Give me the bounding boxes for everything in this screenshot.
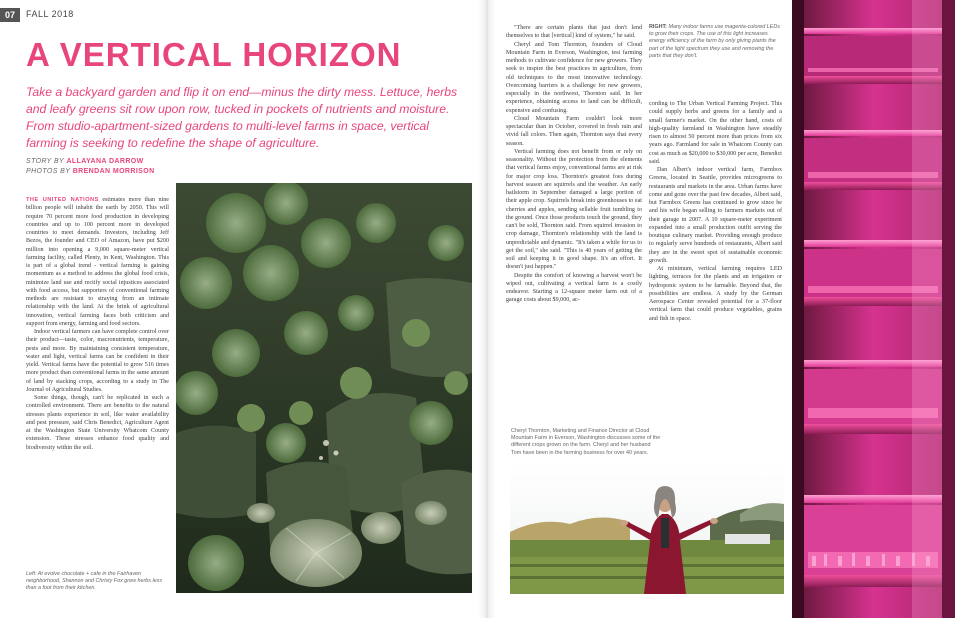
- vertical-garden-photo: [176, 183, 472, 593]
- col2-paragraph-5: Despite the comfort of knowing a harvest won't be wiped out, cultivating a vertical farm is a costly endeavor. Starting a 12-square meter farm out of a garage costs about $9,000, ac-: [506, 272, 642, 304]
- col1-paragraph-3: Some things, though, can't be replicated in such a controlled environment. There are benefits to the natural stresses plants experience in soil, like water availability and pest pressure, said Chris Benedict, Agriculture Agent at the Washington State University Whatcom County extension. These stresses enhance food quality and biodiversity within the soil.: [26, 395, 169, 451]
- left-photo-caption: Left: At evolve chocolate + cafe in the Fairhaven neighborhood, Shannon and Christy Fox grew herbs less than a foot from their kitchen.: [26, 571, 163, 592]
- story-author: ALLAYANA DARROW: [66, 158, 144, 165]
- right-photo-caption: [649, 24, 782, 60]
- right-caption-label: RIGHT:: [649, 24, 667, 30]
- body-column-2: [506, 24, 642, 305]
- farm-portrait-photo: [510, 462, 784, 594]
- col1-paragraph-1: [26, 196, 169, 328]
- col3-paragraph-2: Dan Albert's indoor vertical farm, Farmbox Greens, located in Seattle, provides microgreens to restaurants and markets in the area. Urban farms have come and gone over the past few decades, Albert said, but Farmbox Greens has continued to grow since he and his wife began selling to farmers markets out of their garage in 2007. A 10 square-meter experiment expanded into a small production outfit serving the boutique culinary market. Providing enough produce to regularly serve hundreds of restaurants, Albert said they are in the sweet spot of sustainable economic growth.: [649, 167, 782, 264]
- page-gutter: [478, 0, 496, 618]
- page-number: 07: [0, 8, 20, 22]
- col2-paragraph-2: Cheryl and Tom Thornton, founders of Cloud Mountain Farm in Everson, Washington, test farming methods to cultivate confidence for new growers. They seek to inspire the best practices in agriculture, from old techniques to the most innovative technology. Overcoming barriers is a challenge for new growers, especially in the northwest, Thornton said. In her experience, obtaining access to land can be difficult, expensive and confusing.: [506, 41, 642, 114]
- col3-paragraph-3: At minimum, vertical farming requires LED lighting, terraces for the plants and an irrigation or hydroponic system to be farmable. Beyond that, the possibilities are endless. A study by the German Aerospace Center revealed potential for a 37-floor vertical farm that could produce vegetables, grains and fish in space.: [649, 266, 782, 322]
- article-deck: Take a backyard garden and flip it on end—minus the dirty mess. Lettuce, herbs and leafy greens sit row upon row, tucked in pockets of nutrients and moisture. From studio-apartment-sized gardens to multi-level farms in space, vertical farming is seeking to redefine the shape of agriculture.: [26, 85, 458, 150]
- photo-byline: [26, 168, 155, 175]
- photo-role: PHOTOS BY: [26, 168, 71, 175]
- body-column-3: [649, 100, 782, 323]
- portrait-caption: Cheryl Thornton, Marketing and Finance Director at Cloud Mountain Farm in Everson, Washington discusses some of the different crops grown on the farm. Cheryl and her husband Tom have been in the farming business for over 40 years.: [511, 428, 661, 456]
- story-role: STORY BY: [26, 158, 65, 165]
- article-title: A VERTICAL HORIZON: [26, 36, 402, 73]
- col1-paragraph-1-text: estimates more than nine billion people will inhabit the earth by 2050. This will require 70 percent more food production in developing countries and up to 100 percent more in developed countries to meet demands. Investors, including Jeff Bezos, the founder and CEO of Amazon, have put $200 million into opening a 9,000 square-meter vertical farming facility, called Plenty, in Kent, Washington. This is part of a global trend - vertical farming is gaining momentum as a method to address the global food crisis, minimize land use and rectify social injustices associated with food access, but supporters of conventional farming methods are resistant to straying from an intimate relationship with the land. At the brink of agricultural innovation, vertical farming faces both criticism and support from energy, farming and food sectors.: [26, 197, 169, 327]
- story-byline: [26, 158, 144, 165]
- issue-label: FALL 2018: [26, 9, 74, 19]
- lead-in: THE UNITED NATIONS: [26, 197, 99, 203]
- col1-paragraph-2: Indoor vertical farmers can have complete control over their product—taste, color, macronutrients, temperature, pests and more. By maintaining consistent temperature, water and light, vertical farms can be confident in their yield. Vertical farms have the potential to grow 516 times more product than conventional farms in the same amount of land by stacking crops, according to a study in The Journal of Agricultural Studies.: [26, 329, 169, 393]
- photographer: BRENDAN MORRISON: [72, 168, 155, 175]
- led-vertical-farm-photo: [792, 0, 955, 618]
- col3-paragraph-1: cording to The Urban Vertical Farming Project. This could supply herbs and greens for a family and a small farmer's market. On the other hand, costs of high-quality farmland in Washington have steadily risen to almost 50 percent more than prices from six years ago. Farmland for sale in Whatcom County can cost as much as $20,000 to $30,000 per acre, Benedict said.: [649, 101, 782, 165]
- body-column-1: [26, 196, 169, 452]
- col2-paragraph-4: Vertical farming does not benefit from or rely on seasonality. Without the protection from the elements that vertical farms enjoy, conventional farms are at risk for major crop loss. Thornton's greatest foes during harvest season are squirrels and the weather. An early hailstorm in September damaged a large portion of their apple crop. Squirrels break into greenhouses to eat cherries and apples, sending sellable fruit tumbling to the ground. Once those products touch the ground, they can't be sold, Thornton said. From squirrel invasion to crop damage, Thornton's relationship with the land is unpredictable and dynamic. "It's taken a while for us to get the soil," she said. "This is 40 years of getting the soil and keeping it in good shape. It's an effort. It doesn't just happen.": [506, 148, 642, 271]
- col2-paragraph-1: "There are certain plants that just don't lend themselves to that [vertical] kind of system," he said.: [506, 25, 642, 40]
- col2-paragraph-3: Cloud Mountain Farm couldn't look more spectacular than in October, covered in fresh rain and vivid fall colors. Then again, Thornton says that every season.: [506, 115, 642, 147]
- right-caption-text: Many indoor farms use magenta-colored LEDs to grow their crops. The use of this light increases energy efficiency of the farm by only giving plants the part of the light spectrum they use and removing the parts that they don't.: [649, 24, 780, 59]
